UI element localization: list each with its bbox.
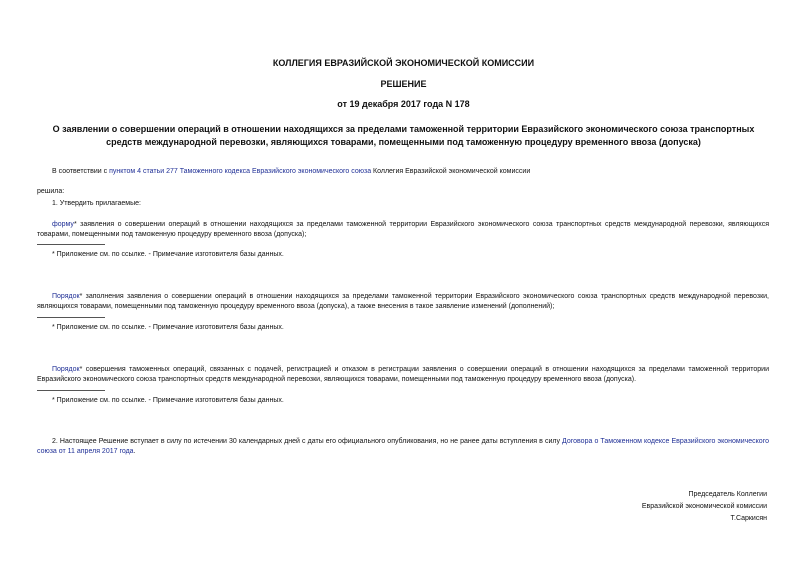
item-1: 1. Утвердить прилагаемые: — [52, 200, 141, 207]
preamble — [52, 167, 772, 177]
signatory-title-2: Евразийской экономической комиссии — [641, 503, 767, 510]
item-2 — [37, 437, 769, 457]
signatory-title-1: Председатель Коллегии — [688, 491, 767, 498]
approval-customs-procedure-link[interactable]: Порядок — [52, 366, 80, 373]
approval-form-link[interactable]: форму — [52, 221, 74, 228]
approval-customs-procedure — [37, 365, 769, 385]
preamble-link[interactable]: пунктом 4 статьи 277 Таможенного кодекса Евразийского экономического союза — [109, 168, 372, 175]
approval-form — [37, 220, 769, 240]
approval-fill-procedure — [37, 292, 769, 312]
item-2-prefix: 2. Настоящее Решение вступает в силу по истечении 30 календарных дней с даты его официального опубликования, но не ранее даты вступления в силу — [52, 438, 563, 445]
approval-fill-procedure-link[interactable]: Порядок — [52, 293, 80, 300]
approval-customs-procedure-text: * совершения таможенных операций, связанных с подачей, регистрацией и отказом в регистрации заявления о совершении операций в отношении находящихся за пределами таможенной территории Евразийского экономического союза транспортных средств международной перевозки, являющихся товарами, помещенными под таможенную процедуру временного ввоза (допуска). — [37, 366, 769, 383]
signatory-name: Т.Саркисян — [730, 515, 767, 522]
preamble-prefix: В соответствии с — [52, 168, 110, 175]
footnote-divider — [37, 390, 105, 391]
item-2-suffix: . — [133, 448, 136, 455]
footnote-divider — [37, 317, 105, 318]
document-type: РЕШЕНИЕ — [380, 79, 427, 89]
document-title: О заявлении о совершении операций в отношении находящихся за пределами таможенной территории Евразийского экономического союза транспортных средств международной перевозки, являющихся товарами, помещенными под таможенную процедуру временного ввоза (допуска) — [52, 124, 755, 147]
date-number: от 19 декабря 2017 года N 178 — [337, 99, 470, 109]
footnote: * Приложение см. по ссылке. - Примечание изготовителя базы данных. — [52, 324, 284, 331]
footnote: * Приложение см. по ссылке. - Примечание изготовителя базы данных. — [52, 251, 284, 258]
approval-form-text: * заявления о совершении операций в отношении находящихся за пределами таможенной территории Евразийского экономического союза транспортных средств международной перевозки, являющихся товарами, помещенными под таможенную процедуру временного ввоза (допуска); — [37, 221, 769, 238]
footnote-divider — [37, 244, 105, 245]
decided-label: решила: — [37, 188, 65, 195]
organization-heading: КОЛЛЕГИЯ ЕВРАЗИЙСКОЙ ЭКОНОМИЧЕСКОЙ КОМИССИИ — [272, 58, 535, 68]
footnote: * Приложение см. по ссылке. - Примечание изготовителя базы данных. — [52, 397, 284, 404]
treaty-link[interactable]: Договора о Таможенном кодексе Евразийского экономического союза от 11 апреля 2017 года — [37, 438, 769, 455]
preamble-suffix: Коллегия Евразийской экономической комиссии — [371, 168, 531, 175]
approval-fill-procedure-text: * заполнения заявления о совершении операций в отношении находящихся за пределами таможенной территории Евразийского экономического союза транспортных средств международной перевозки, являющихся товарами, помещенными под таможенную процедуру временного ввоза (допуска), а также внесения в такое заявление изменений (дополнений); — [37, 293, 769, 310]
